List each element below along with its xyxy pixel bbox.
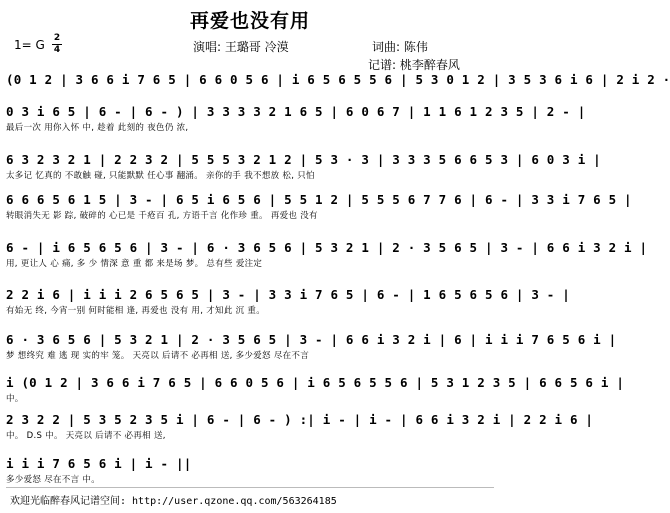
notation-line: (0 1 2 | 3 6 6 i 7 6 5 | 6 6 0 5 6 | i 6 5 6 5 5 6 | 5 3 0 1 2 | 3 5 3 6 i 6 | 2 i 2 ·	[6, 72, 670, 87]
footer-divider	[6, 487, 494, 488]
lyric-line: 梦 想终究 难 逃 现 实的牢 笼。 天亮以 后请不 必再相 送, 多少爱怒 尽在不言	[6, 351, 310, 361]
time-signature	[52, 34, 62, 55]
lyric-line: 最后一次 用你入怀 中, 趁着 此刻的 夜色仍 浓,	[6, 123, 189, 133]
key-signature: 1= G	[14, 38, 45, 52]
lyric-line: 中。	[6, 394, 24, 404]
lyric-line: 有始无 终, 今宵一别 何时能相 逢, 再爱也 没有 用, 才知此 沉 重。	[6, 306, 266, 316]
lyric-line: 用, 更让人 心 痛, 多 少 情深 意 重 都 来是场 梦。 总有些 爱注定	[6, 259, 263, 269]
lyric-line: 中。 D.S 中。 天亮以 后请不 必再相 送,	[6, 431, 166, 441]
footer-note: 欢迎光临醉春风记谱空间: http://user.qzone.qq.com/563264185	[10, 496, 337, 507]
notation-line: 2 2 i 6 | i i i 2 6 5 6 5 | 3 - | 3 3 i 7 6 5 | 6 - | 1 6 5 6 5 6 | 3 - |	[6, 287, 570, 302]
notation-line: 6 3 2 3 2 1 | 2 2 3 2 | 5 5 5 3 2 1 2 | 5 3 · 3 | 3 3 3 5 6 6 5 3 | 6 0 3 i |	[6, 152, 601, 167]
composer-credit: 词曲: 陈伟	[372, 40, 428, 54]
singer-credit: 演唱: 王璐哥 冷漠	[193, 40, 289, 54]
notation-line: 2 3 2 2 | 5 3 5 2 3 5 i | 6 - | 6 - ) :| i - | i - | 6 6 i 3 2 i | 2 2 i 6 |	[6, 412, 594, 427]
time-signature-bottom: 4	[53, 45, 61, 55]
lyric-line: 转眼消失无 影 踪, 破碎的 心已是 千疮百 孔, 方语千言 化作珍 重。 再爱也 没有	[6, 211, 318, 221]
notation-line: i i i 7 6 5 6 i | i - ||	[6, 456, 192, 471]
notation-line: 6 · 3 6 5 6 | 5 3 2 1 | 2 · 3 5 6 5 | 3 - | 6 6 i 3 2 i | 6 | i i i 7 6 5 6 i |	[6, 332, 617, 347]
time-signature-top: 2	[53, 33, 61, 43]
notation-line: 0 3 i 6 5 | 6 - | 6 - ) | 3 3 3 3 2 1 6 5 | 6 0 6 7 | 1 1 6 1 2 3 5 | 2 - |	[6, 104, 586, 119]
song-title: 再爱也没有用	[189, 10, 310, 32]
notation-line: 6 - | i 6 5 6 5 6 | 3 - | 6 · 3 6 5 6 | 5 3 2 1 | 2 · 3 5 6 5 | 3 - | 6 6 i 3 2 i |	[6, 240, 648, 255]
lyric-line: 多少爱怒 尽在不言 中。	[6, 475, 101, 485]
scribe-credit: 记谱: 桃李醉春风	[368, 58, 460, 72]
notation-line: i (0 1 2 | 3 6 6 i 7 6 5 | 6 6 0 5 6 | i 6 5 6 5 5 6 | 5 3 1 2 3 5 | 6 6 5 6 i |	[6, 375, 625, 390]
notation-line: 6 6 6 5 6 1 5 | 3 - | 6 5 i 6 5 6 | 5 5 1 2 | 5 5 5 6 7 7 6 | 6 - | 3 3 i 7 6 5 |	[6, 192, 632, 207]
lyric-line: 太多记 忆真的 不敢触 碰, 只能默默 任心事 翻涌。 亲你的手 我不想放 松, 只怕	[6, 171, 315, 181]
